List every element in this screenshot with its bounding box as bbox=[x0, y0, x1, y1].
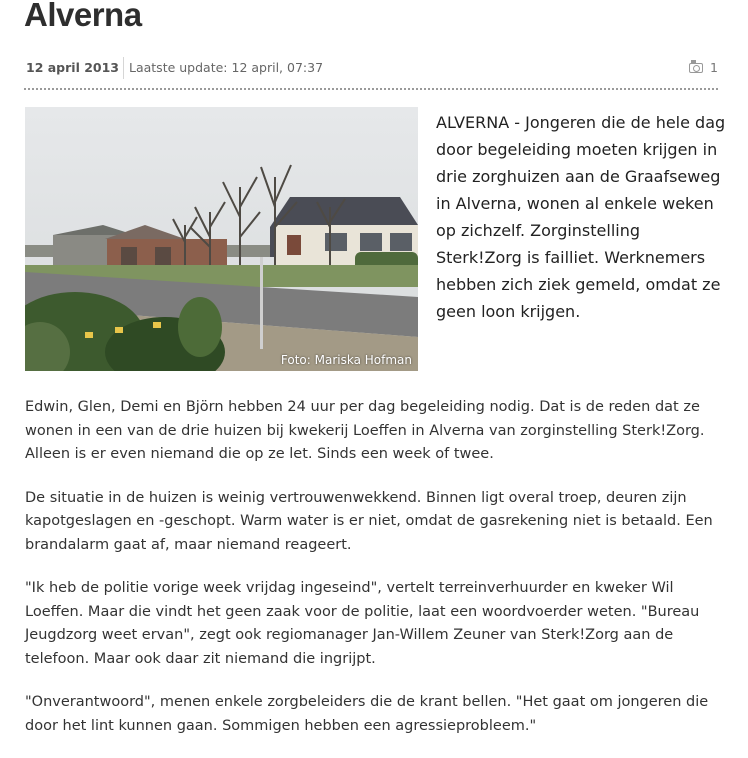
meta-divider bbox=[24, 88, 718, 90]
farm-scene-image bbox=[25, 107, 418, 371]
photo-caption: Foto: Mariska Hofman bbox=[280, 353, 412, 367]
article-title: Alverna bbox=[24, 0, 142, 33]
photo-count: 1 bbox=[710, 60, 718, 75]
article-photo[interactable] bbox=[25, 107, 418, 371]
paragraph: De situatie in de huizen is weinig vertrouwenwekkend. Binnen ligt overal troep, deuren zijn kapotgeslagen en -geschopt. Warm water is er niet, omdat de gasrekening niet is betaald. Een brandalarm gaat af, maar niemand reageert. bbox=[25, 489, 713, 553]
article-meta bbox=[24, 57, 718, 83]
publish-date: 12 april 2013 bbox=[26, 60, 120, 75]
photo-count-link[interactable] bbox=[689, 60, 718, 75]
paragraph: "Ik heb de politie vorige week vrijdag ingeseind", vertelt terreinverhuurder en kweker Wil Loeffen. Maar die vindt het geen zaak voor de politie, laat een woordvoerder weten. "Bureau Jeugdzorg weet ervan", zegt ook regiomanager Jan-Willem Zeuner van Sterk!Zorg aan de telefoon. Maar ook daar zit niemand die ingrijpt. bbox=[25, 580, 700, 667]
article-body bbox=[25, 396, 725, 758]
paragraph: "Onverantwoord", menen enkele zorgbeleiders die de krant bellen. "Het gaat om jongeren die door het lint kunnen gaan. Sommigen hebben een agressieprobleem." bbox=[25, 694, 709, 734]
article-lead: ALVERNA - Jongeren die de hele dag door begeleiding moeten krijgen in drie zorghuizen aan de Graafseweg in Alverna, wonen al enkele weken op zichzelf. Zorginstelling Sterk!Zorg is failliet. Werknemers hebben zich ziek gemeld, omdat ze geen loon krijgen. bbox=[436, 113, 726, 321]
meta-separator bbox=[123, 57, 124, 79]
paragraph: Edwin, Glen, Demi en Björn hebben 24 uur per dag begeleiding nodig. Dat is de reden dat ze wonen in een van de drie huizen bij kwekerij Loeffen in Alverna van zorginstelling Sterk!Zorg. Alleen is er even niemand die op ze let. Sinds een week of twee. bbox=[25, 399, 705, 462]
camera-icon bbox=[689, 63, 703, 73]
last-update: Laatste update: 12 april, 07:37 bbox=[129, 60, 324, 75]
